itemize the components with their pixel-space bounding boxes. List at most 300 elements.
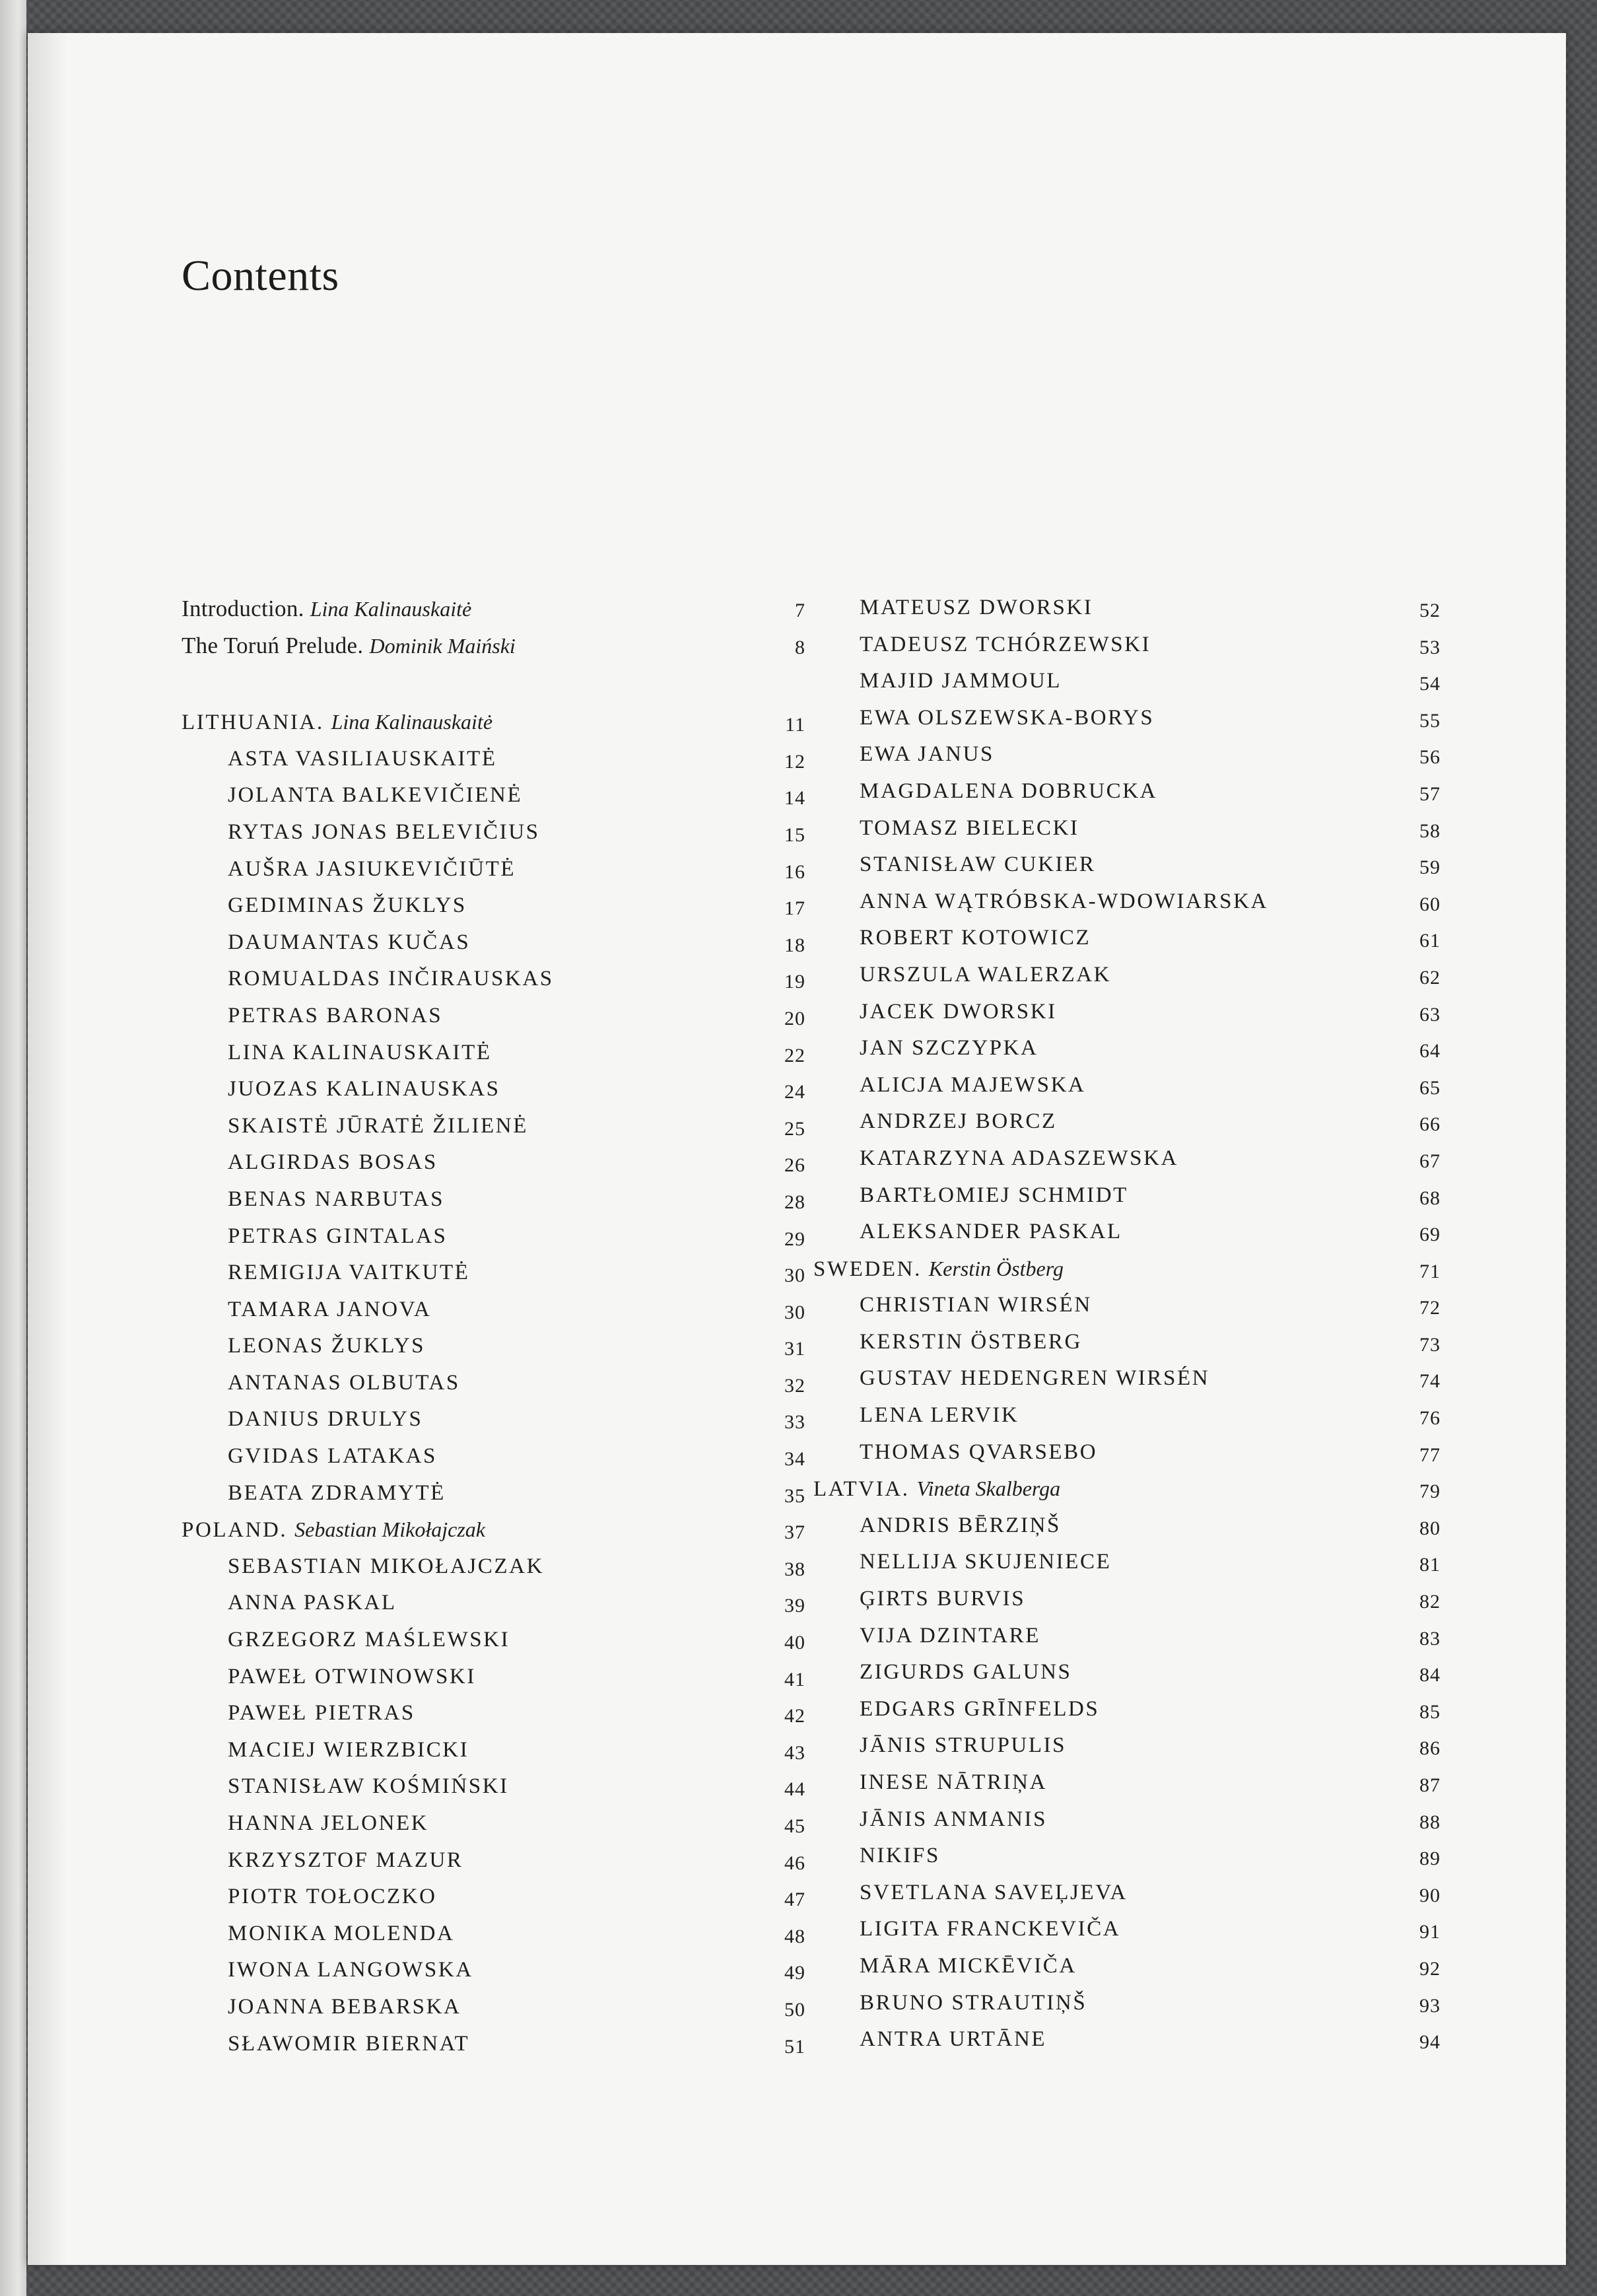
toc-entry-label: GUSTAV HEDENGREN WIRSÉN (860, 1366, 1210, 1391)
toc-entry-label: HANNA JELONEK (228, 1811, 429, 1835)
toc-entry (182, 1150, 805, 1187)
toc-entry-title (228, 1481, 446, 1506)
toc-entry (813, 1146, 1441, 1183)
toc-entry-title (228, 967, 554, 991)
toc-entry (182, 1187, 805, 1224)
toc-page-number: 7 (795, 600, 805, 621)
toc-entry-title (228, 1922, 454, 1946)
toc-entry-title (228, 1665, 476, 1689)
toc-entry-title (228, 1371, 460, 1395)
toc-page-number: 17 (784, 897, 805, 920)
toc-page-number: 60 (1419, 893, 1441, 915)
toc-page-number: 56 (1419, 746, 1441, 769)
toc-entry-label: KERSTIN ÖSTBERG (860, 1329, 1082, 1354)
toc-entry-label: SŁAWOMIR BIERNAT (228, 2031, 470, 2056)
toc-page-number: 90 (1419, 1884, 1441, 1906)
toc-entry (813, 1330, 1441, 1367)
toc-entry (813, 1954, 1441, 1991)
toc-entry-label: CHRISTIAN WIRSÉN (860, 1293, 1092, 1317)
toc-page-number: 53 (1419, 636, 1441, 658)
toc-page-number: 49 (784, 1962, 805, 1984)
toc-page-number: 66 (1419, 1113, 1441, 1136)
toc-page-number: 84 (1419, 1664, 1441, 1687)
toc-entry (182, 1298, 805, 1335)
toc-entry (813, 1183, 1441, 1220)
toc-page-number: 80 (1419, 1517, 1441, 1539)
toc-entry (813, 926, 1441, 963)
toc-page-number: 81 (1419, 1554, 1441, 1576)
toc-entry-label: JĀNIS STRUPULIS (860, 1733, 1067, 1758)
toc-page-number: 51 (784, 2035, 805, 2058)
toc-page-number: 35 (784, 1484, 805, 1507)
toc-entry-label: GVIDAS LATAKAS (228, 1444, 438, 1469)
toc-page-number: 58 (1419, 819, 1441, 842)
book-page (28, 33, 1566, 2265)
toc-entry (813, 963, 1441, 1000)
toc-entry-label: AUŠRA JASIUKEVIČIŪTĖ (228, 856, 516, 881)
toc-entry-label: VIJA DZINTARE (860, 1623, 1041, 1648)
toc-entry (182, 1004, 805, 1041)
toc-entry-title (860, 1624, 1040, 1648)
toc-entry-label: PAWEŁ OTWINOWSKI (228, 1664, 476, 1688)
toc-page-number: 47 (784, 1889, 805, 1911)
toc-entry (813, 779, 1441, 816)
toc-entry-label: NELLIJA SKUJENIECE (860, 1550, 1112, 1574)
toc-entry-label: MAJID JAMMOUL (860, 669, 1062, 693)
toc-page-number: 16 (784, 860, 805, 883)
toc-page-number: 73 (1419, 1333, 1441, 1356)
toc-entry (182, 1554, 805, 1591)
toc-entry-label: SKAISTĖ JŪRATĖ ŽILIENĖ (228, 1113, 528, 1138)
toc-entry-label: JOANNA BEBARSKA (228, 1994, 461, 2019)
toc-entry (813, 1881, 1441, 1918)
toc-page-number: 69 (1419, 1224, 1441, 1246)
toc-page-number: 22 (784, 1044, 805, 1066)
toc-entry-title (860, 1330, 1082, 1354)
toc-entry-label: ANNA WĄTRÓBSKA-WDOWIARSKA (860, 889, 1268, 913)
toc-entry-label: NIKIFS (860, 1844, 940, 1868)
toc-entry (813, 1770, 1441, 1807)
toc-entry (182, 1665, 805, 1702)
toc-entry-label: PAWEŁ PIETRAS (228, 1701, 415, 1725)
toc-page-number: 48 (784, 1925, 805, 1947)
toc-entry-label: RYTAS JONAS BELEVIČIUS (228, 819, 540, 844)
toc-entry-title (228, 1995, 461, 2019)
toc-entry-label: ANDRZEJ BORCZ (860, 1109, 1057, 1134)
toc-left-column (182, 596, 805, 2068)
toc-entry-label: MAGDALENA DOBRUCKA (860, 779, 1158, 803)
toc-entry (182, 1261, 805, 1298)
toc-entry-label: ASTA VASILIAUSKAITĖ (228, 746, 497, 771)
toc-entry-label: ALEKSANDER PASKAL (860, 1220, 1122, 1244)
toc-entry (182, 1628, 805, 1665)
toc-entry (182, 1958, 805, 1995)
toc-entry-title (860, 852, 1095, 877)
toc-entry (182, 1114, 805, 1151)
toc-entry-author: Sebastian Mikołajczak (294, 1517, 485, 1542)
toc-entry-title (228, 1885, 437, 1909)
toc-section-entry (813, 1477, 1441, 1513)
toc-entry-label: The Toruń Prelude. (182, 632, 364, 658)
toc-page-number: 88 (1419, 1811, 1441, 1833)
toc-entry (182, 1738, 805, 1775)
toc-entry-label: ĢIRTS BURVIS (860, 1587, 1026, 1611)
toc-entry (813, 633, 1441, 670)
toc-entry (813, 1403, 1441, 1440)
toc-entry-title (860, 1109, 1057, 1134)
toc-entry-title (860, 1733, 1066, 1758)
toc-entry (813, 2027, 1441, 2064)
toc-entry-label: LINA KALINAUSKAITĖ (228, 1040, 492, 1064)
toc-entry (813, 706, 1441, 743)
toc-entry (182, 1407, 805, 1444)
toc-entry-title (860, 1403, 1019, 1428)
toc-entry-label: STANISŁAW KOŚMIŃSKI (228, 1774, 509, 1799)
toc-page-number: 20 (784, 1007, 805, 1029)
toc-page-number: 54 (1419, 673, 1441, 695)
toc-page-number: 45 (784, 1815, 805, 1837)
toc-entry-title (228, 1077, 500, 1101)
toc-entry (182, 1041, 805, 1078)
toc-page-number: 68 (1419, 1187, 1441, 1209)
toc-page-number: 71 (1419, 1260, 1441, 1282)
toc-entry (182, 893, 805, 930)
toc-page-number: 91 (1419, 1921, 1441, 1943)
toc-entry (813, 1440, 1441, 1477)
toc-entry-title (228, 1591, 397, 1615)
toc-page-number: 34 (784, 1448, 805, 1471)
toc-page-number: 40 (784, 1632, 805, 1654)
toc-entry-title (228, 1444, 437, 1469)
toc-section-entry (182, 1517, 805, 1554)
toc-entry-label: ROBERT KOTOWICZ (860, 926, 1091, 950)
toc-entry-title (860, 1697, 1099, 1722)
toc-entry-title (228, 893, 467, 918)
toc-page-number: 39 (784, 1595, 805, 1617)
toc-entry-label: REMIGIJA VAITKUTĖ (228, 1261, 470, 1285)
toc-page-number: 94 (1419, 2031, 1441, 2054)
toc-entry-label: GEDIMINAS ŽUKLYS (228, 893, 467, 918)
toc-entry (182, 1995, 805, 2032)
toc-entry-label: ANTANAS OLBUTAS (228, 1370, 460, 1395)
toc-entry-label: ANTRA URTĀNE (860, 2027, 1047, 2052)
toc-entry-title (860, 1513, 1061, 1538)
toc-entry-title (228, 1848, 463, 1873)
toc-entry (182, 1885, 805, 1922)
toc-entry (182, 1701, 805, 1738)
toc-page-number: 61 (1419, 930, 1441, 952)
toc-entry-author: Lina Kalinauskaitė (331, 710, 493, 734)
page-title: Contents (182, 252, 339, 300)
toc-entry-title (860, 742, 994, 767)
toc-entry (182, 1334, 805, 1371)
toc-entry-title (228, 1004, 442, 1028)
toc-entry-author: Lina Kalinauskaitė (310, 597, 472, 621)
toc-entry-title (228, 1298, 431, 1322)
toc-entry-label: MONIKA MOLENDA (228, 1921, 455, 1945)
toc-entry-title (182, 1517, 485, 1543)
toc-entry-title (182, 596, 471, 622)
toc-entry-title (228, 1811, 428, 1836)
toc-page-number: 59 (1419, 856, 1441, 879)
toc-entry-label: LIGITA FRANCKEVIČA (860, 1917, 1121, 1941)
toc-page-number: 77 (1419, 1444, 1441, 1466)
toc-entry-author: Vineta Skalberga (916, 1477, 1061, 1501)
toc-entry-title (228, 1187, 444, 1212)
toc-entry-label: THOMAS QVARSEBO (860, 1440, 1098, 1464)
toc-entry-title (860, 1366, 1209, 1391)
toc-page-number: 55 (1419, 709, 1441, 732)
toc-page-number: 29 (784, 1228, 805, 1250)
toc-entry-title (860, 963, 1111, 987)
toc-entry-label: BEATA ZDRAMYTĖ (228, 1480, 446, 1505)
toc-entry-label: MACIEJ WIERZBICKI (228, 1737, 469, 1762)
toc-entry-title (860, 1036, 1038, 1061)
toc-page-number: 12 (784, 750, 805, 773)
toc-entry-label: JACEK DWORSKI (860, 999, 1057, 1024)
toc-page-number: 18 (784, 934, 805, 956)
toc-entry-title (860, 1917, 1120, 1941)
toc-page-number: 93 (1419, 1994, 1441, 2017)
toc-entry-title (860, 816, 1079, 841)
toc-page-number: 33 (784, 1411, 805, 1434)
toc-entry (182, 783, 805, 820)
toc-entry-label: TADEUSZ TCHÓRZEWSKI (860, 632, 1151, 656)
toc-entry (813, 669, 1441, 706)
toc-page-number: 74 (1419, 1370, 1441, 1393)
toc-page-number: 44 (784, 1778, 805, 1801)
toc-entry-label: SWEDEN. (813, 1257, 922, 1281)
toc-entry (813, 1733, 1441, 1770)
toc-entry (813, 1220, 1441, 1257)
toc-page-number: 38 (784, 1558, 805, 1580)
toc-entry (813, 742, 1441, 779)
toc-entry-label: ANDRIS BĒRZIŅŠ (860, 1513, 1062, 1537)
toc-entry-title (228, 857, 516, 882)
toc-entry (813, 852, 1441, 889)
toc-page-number: 28 (784, 1191, 805, 1213)
toc-entry-title (228, 1701, 415, 1725)
toc-page-number: 50 (784, 1998, 805, 2021)
toc-entry (182, 1591, 805, 1628)
toc-page-number: 65 (1419, 1076, 1441, 1099)
toc-entry-label: DAUMANTAS KUČAS (228, 930, 471, 954)
toc-entry (182, 1371, 805, 1408)
toc-entry-title (860, 1146, 1178, 1171)
toc-entry-label: Introduction. (182, 596, 304, 621)
toc-entry-label: ZIGURDS GALUNS (860, 1660, 1072, 1685)
toc-entry-title (228, 1407, 423, 1432)
toc-entry-label: KATARZYNA ADASZEWSKA (860, 1146, 1178, 1170)
toc-entry-label: ROMUALDAS INČIRAUSKAS (228, 967, 554, 991)
toc-entry-title (228, 1774, 509, 1799)
toc-entry (182, 1774, 805, 1811)
toc-entry-label: LITHUANIA. (182, 711, 324, 735)
toc-entry-title (228, 1224, 447, 1249)
toc-entry (813, 1917, 1441, 1954)
toc-entry (182, 820, 805, 857)
toc-entry (813, 1073, 1441, 1110)
toc-entry (813, 1513, 1441, 1550)
toc-entry-title (228, 930, 470, 955)
toc-entry (182, 967, 805, 1004)
toc-entry-label: ALGIRDAS BOSAS (228, 1150, 438, 1175)
toc-entry (182, 2032, 805, 2069)
toc-entry (813, 1550, 1441, 1587)
toc-entry-title (228, 1554, 544, 1579)
toc-entry-label: MĀRA MICKĒVIČA (860, 1953, 1077, 1978)
toc-entry-title (228, 1958, 473, 1982)
toc-entry-title (228, 1114, 528, 1138)
toc-entry-title (860, 1000, 1057, 1024)
toc-entry (182, 857, 805, 894)
toc-entry-title (228, 1261, 470, 1285)
toc-page-number: 46 (784, 1852, 805, 1874)
toc-entry-label: BARTŁOMIEJ SCHMIDT (860, 1183, 1128, 1207)
toc-entry-label: JUOZAS KALINAUSKAS (228, 1077, 500, 1101)
toc-section-gap (182, 669, 805, 710)
toc-entry (813, 1036, 1441, 1073)
toc-entry (182, 747, 805, 784)
toc-entry (813, 596, 1441, 633)
toc-entry-label: ANNA PASKAL (228, 1591, 397, 1615)
toc-entry-label: EWA OLSZEWSKA-BORYS (860, 705, 1155, 730)
toc-page-number: 92 (1419, 1957, 1441, 1980)
toc-entry-label: URSZULA WALERZAK (860, 962, 1112, 987)
toc-entry-author: Kerstin Östberg (928, 1256, 1064, 1280)
toc-entry-title (860, 779, 1157, 804)
toc-entry-title (860, 633, 1151, 657)
toc-entry-title (860, 1807, 1047, 1832)
toc-entry (813, 889, 1441, 926)
toc-entry-title (860, 1991, 1087, 2015)
toc-entry-label: GRZEGORZ MAŚLEWSKI (228, 1628, 510, 1652)
toc-entry-title (860, 889, 1268, 914)
toc-entry-title (860, 1440, 1097, 1465)
toc-entry-title (182, 710, 493, 735)
toc-page-number: 32 (784, 1374, 805, 1397)
toc-page-number: 31 (784, 1338, 805, 1360)
toc-page-number: 79 (1419, 1480, 1441, 1503)
toc-page-number: 83 (1419, 1627, 1441, 1650)
toc-page-number: 87 (1419, 1774, 1441, 1796)
toc-entry-label: MATEUSZ DWORSKI (860, 596, 1093, 619)
toc-entry-label: LEONAS ŽUKLYS (228, 1334, 426, 1358)
toc-entry-title (860, 1881, 1128, 1905)
toc-page-number: 24 (784, 1081, 805, 1103)
toc-page-number: 85 (1419, 1700, 1441, 1723)
toc-entry-label: IWONA LANGOWSKA (228, 1958, 473, 1982)
toc-entry-label: SEBASTIAN MIKOŁAJCZAK (228, 1554, 545, 1578)
toc-page-number: 63 (1419, 1003, 1441, 1026)
toc-section-entry (182, 710, 805, 747)
toc-entry-label: JOLANTA BALKEVIČIENĖ (228, 783, 523, 808)
toc-entry (182, 1224, 805, 1261)
toc-entry-title (860, 1550, 1111, 1574)
toc-entry-title (860, 596, 1093, 620)
toc-entry (813, 1366, 1441, 1403)
toc-page-number: 64 (1419, 1040, 1441, 1062)
toc-page-number: 8 (795, 636, 805, 658)
toc-entry-title (860, 1293, 1092, 1317)
toc-entry-title (228, 1738, 469, 1762)
toc-entry-label: PIOTR TOŁOCZKO (228, 1885, 437, 1909)
toc-entry-label: TOMASZ BIELECKI (860, 816, 1079, 840)
toc-entry-label: POLAND. (182, 1518, 288, 1543)
toc-entry-title (860, 1183, 1128, 1208)
toc-page-number: 25 (784, 1117, 805, 1140)
toc-entry-title (860, 1770, 1047, 1795)
toc-entry-title (860, 1073, 1085, 1097)
toc-page-number: 86 (1419, 1737, 1441, 1760)
toc-entry-label: DANIUS DRULYS (228, 1407, 423, 1432)
toc-entry-label: ALICJA MAJEWSKA (860, 1072, 1086, 1097)
toc-entry-title (860, 926, 1091, 950)
toc-entry (813, 1697, 1441, 1734)
toc-entry-title (228, 1041, 492, 1065)
page-gutter-shadow (28, 33, 67, 2265)
toc-entry-title (228, 747, 497, 771)
toc-entry-title (860, 1660, 1072, 1685)
toc-entry-label: TAMARA JANOVA (228, 1297, 432, 1321)
toc-page-number: 30 (784, 1301, 805, 1323)
toc-entry-title (228, 783, 522, 808)
toc-right-column (813, 596, 1441, 2064)
toc-section-entry (182, 633, 805, 670)
toc-entry-title (813, 1257, 1064, 1282)
toc-entry (813, 1293, 1441, 1330)
toc-page-number: 72 (1419, 1297, 1441, 1319)
toc-entry (182, 1077, 805, 1114)
toc-page-number: 67 (1419, 1150, 1441, 1172)
toc-entry-label: SVETLANA SAVEĻJEVA (860, 1880, 1128, 1904)
toc-entry-title (228, 2032, 469, 2056)
toc-section-entry (182, 596, 805, 633)
toc-entry-title (228, 820, 540, 845)
toc-entry-label: BENAS NARBUTAS (228, 1187, 445, 1211)
toc-entry-title (228, 1150, 438, 1175)
toc-page-number: 89 (1419, 1848, 1441, 1870)
toc-entry-title (860, 1220, 1122, 1244)
toc-entry-title (860, 2027, 1046, 2052)
toc-entry (182, 1444, 805, 1481)
toc-entry (813, 1587, 1441, 1624)
toc-entry (182, 1848, 805, 1885)
toc-entry (813, 1991, 1441, 2028)
toc-entry (182, 1922, 805, 1959)
toc-entry-author: Dominik Maiński (369, 633, 516, 658)
toc-entry-label: JAN SZCZYPKA (860, 1036, 1038, 1061)
toc-entry-label: LENA LERVIK (860, 1403, 1019, 1428)
toc-entry (813, 1844, 1441, 1881)
toc-entry-label: LATVIA. (813, 1477, 910, 1502)
toc-entry-title (860, 1844, 940, 1868)
toc-entry-label: INESE NĀTRIŅA (860, 1770, 1048, 1794)
toc-page-number: 30 (784, 1265, 805, 1287)
toc-page-number: 76 (1419, 1407, 1441, 1430)
toc-page-number: 11 (785, 714, 805, 736)
toc-entry (813, 1000, 1441, 1037)
toc-entry-label: BRUNO STRAUTIŅŠ (860, 1990, 1087, 2015)
toc-page-number: 62 (1419, 966, 1441, 989)
toc-section-entry (813, 1257, 1441, 1294)
toc-entry (813, 1807, 1441, 1844)
toc-page-number: 43 (784, 1741, 805, 1764)
toc-entry-label: PETRAS BARONAS (228, 1003, 443, 1027)
toc-entry (813, 816, 1441, 853)
previous-page-edge (0, 0, 26, 2296)
toc-page-number: 26 (784, 1154, 805, 1177)
